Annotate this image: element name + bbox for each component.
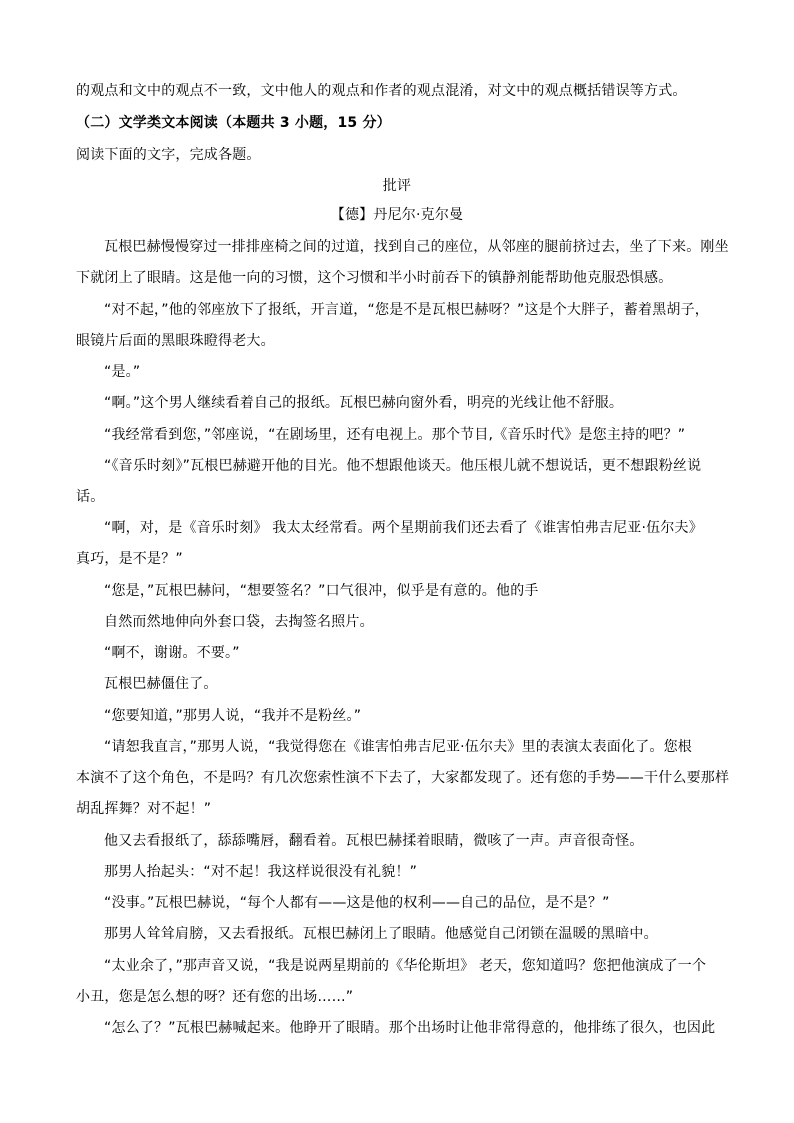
story-line: “太业余了，”那声音又说，“我是说两星期前的《华伦斯坦》 老天，您知道吗？您把他演成了一个 (104, 958, 707, 974)
intro-line: 的观点和文中的观点不一致，文中他人的观点和作者的观点混淆，对文中的观点概括错误等方式。 (76, 83, 687, 99)
story-line: 那男人抬起头：“对不起！我这样说很没有礼貌！” (104, 864, 418, 880)
story-title: 批评 (382, 178, 412, 194)
story-line: “是。” (104, 364, 141, 380)
story-author: 【德】丹尼尔·克尔曼 (330, 207, 464, 223)
story-line: 胡乱挥舞？对不起！” (76, 801, 212, 817)
story-line: “《音乐时刻》”瓦根巴赫避开他的目光。他不想跟他谈天。他压根儿就不想说话，更不想跟粉丝说 (104, 458, 702, 474)
story-line: “啊，对，是《音乐时刻》 我太太经常看。两个星期前我们还去看了《谁害怕弗吉尼亚·伍尔夫》 (104, 520, 703, 536)
story-line: 小丑，您是怎么想的呀？还有您的出场……” (76, 989, 354, 1005)
story-line: 瓦根巴赫僵住了。 (104, 676, 218, 692)
story-line: “您是，”瓦根巴赫问，“想要签名？”口气很冲，似乎是有意的。他的手 (104, 583, 539, 599)
story-line: 真巧，是不是？” (76, 551, 183, 567)
story-line: “我经常看到您，”邻座说，“在剧场里，还有电视上。那个节目,《音乐时代》是您主持的吧？” (104, 427, 686, 443)
story-line: 话。 (76, 489, 105, 505)
story-line: “啊不，谢谢。不要。” (104, 645, 240, 661)
instruction-text: 阅读下面的文字，完成各题。 (76, 147, 261, 163)
story-line: 下就闭上了眼睛。这是他一向的习惯，这个习惯和半小时前吞下的镇静剂能帮助他克服恐惧感。 (76, 270, 673, 286)
story-line: 自然而然地伸向外套口袋，去掏签名照片。 (104, 614, 374, 630)
story-line: “您要知道，”那男人说，“我并不是粉丝。” (104, 708, 362, 724)
section-heading: （二）文学类文本阅读（本题共 3 小题，15 分） (76, 115, 391, 131)
story-line: 他又去看报纸了，舔舔嘴唇，翻看着。瓦根巴赫揉着眼睛，微咳了一声。声音很奇怪。 (104, 833, 644, 849)
story-line: “怎么了？”瓦根巴赫喊起来。他睁开了眼睛。那个出场时让他非常得意的，他排练了很久，也因此 (104, 1020, 716, 1036)
story-line: “请恕我直言，”那男人说，“我觉得您在《谁害怕弗吉尼亚·伍尔夫》里的表演太表面化了。您根 (104, 739, 693, 755)
story-line: “没事。”瓦根巴赫说，“每个人都有——这是他的权利——自己的品位，是不是？” (104, 895, 610, 911)
story-line: 本演不了这个角色，不是吗？有几次您索性演不下去了，大家都发现了。还有您的手势——干什么要那样 (76, 770, 730, 786)
story-line: 那男人耸耸肩膀，又去看报纸。瓦根巴赫闭上了眼睛。他感觉自己闭锁在温暖的黑暗中。 (104, 926, 658, 942)
story-line: “啊。”这个男人继续看着自己的报纸。瓦根巴赫向窗外看，明亮的光线让他不舒服。 (104, 395, 624, 411)
story-line: “对不起，”他的邻座放下了报纸，开言道，“您是不是瓦根巴赫呀？”这是个大胖子，蓄着黑胡子， (104, 302, 710, 318)
story-line: 眼镜片后面的黑眼珠瞪得老大。 (76, 333, 275, 349)
story-line: 瓦根巴赫慢慢穿过一排排座椅之间的过道，找到自己的座位，从邻座的腿前挤过去，坐了下来。刚坐 (104, 239, 729, 255)
